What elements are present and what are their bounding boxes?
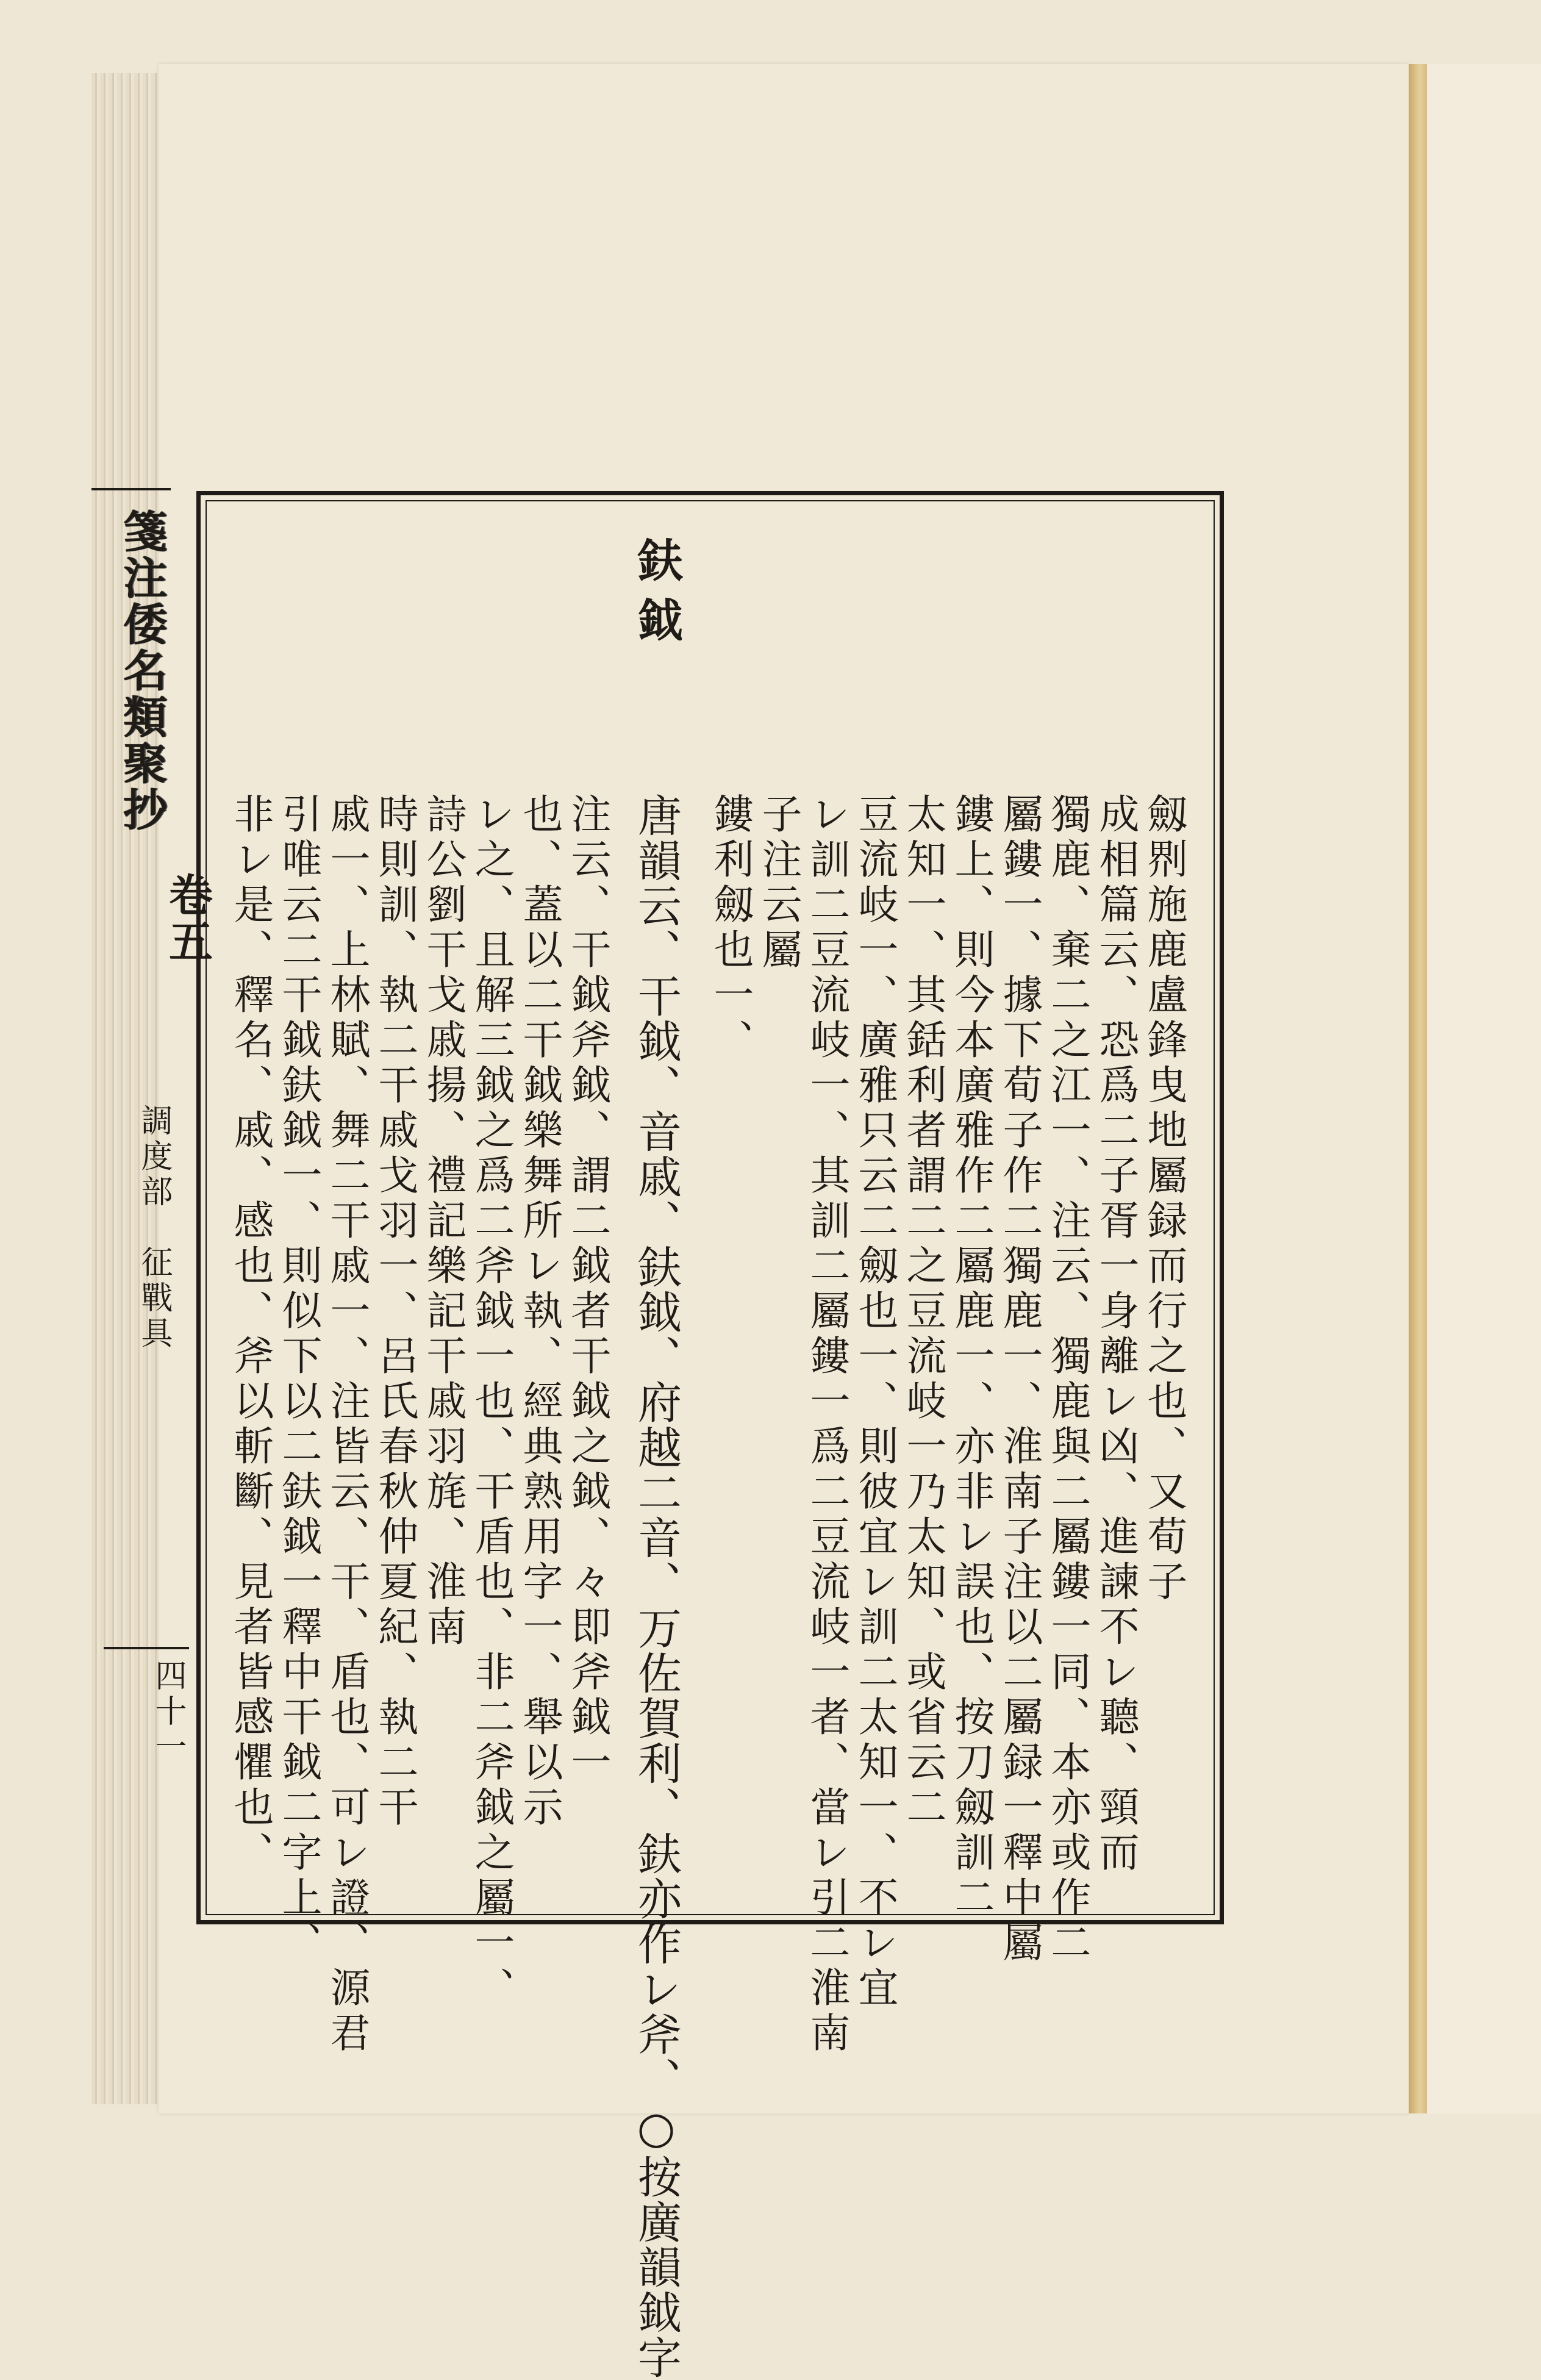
book-title-text: 箋注倭名類聚抄 bbox=[116, 509, 168, 833]
note-column: 詩公劉干戈戚揚、禮記樂記干戚羽旄、淮南 bbox=[420, 793, 467, 1651]
note-column: レ之、且解三鉞之爲二斧鉞一也、干盾也、非二斧鉞之屬一、 bbox=[468, 793, 515, 2012]
book-title bbox=[110, 509, 173, 833]
folio-number: 四十一 bbox=[149, 1659, 186, 1765]
text-column: 太知一、其銛利者謂二之豆流岐一乃太知、或省云二 bbox=[899, 793, 946, 1831]
volume-label: 卷五 bbox=[162, 872, 213, 965]
note-column: 也、蓋以二干鉞樂舞所レ執、經典熟用字一、舉以示 bbox=[516, 793, 563, 1831]
text-column: 獨鹿、棄二之江一、注云、獨鹿與二屬鏤一同、本亦或作二 bbox=[1044, 793, 1091, 1966]
text-column: 鏤利劔也一、 bbox=[707, 793, 754, 1064]
heading-character: 鉞 bbox=[631, 597, 683, 656]
folio-rule bbox=[104, 1647, 189, 1649]
text-column: 屬鏤一、據下荀子作二獨鹿一、淮南子注以二屬録一釋中屬 bbox=[996, 793, 1043, 1966]
facing-page-gutter bbox=[1409, 64, 1427, 2113]
text-column: 成相篇云、恐爲二子胥一身離レ凶、進諫不レ聽、頸而 bbox=[1092, 793, 1139, 1876]
note-column: 注云、干鉞斧鉞、謂二鉞者干鉞之鉞、々即斧鉞一 bbox=[564, 793, 611, 1786]
note-column: 非レ是、釋名、戚、感也、斧以斬斷、見者皆感懼也、 bbox=[227, 793, 274, 1876]
text-column: 劔𠝹施鹿盧鋒曳地屬録而行之也、又荀子 bbox=[1140, 793, 1187, 1605]
text-column: 子注云屬 bbox=[755, 793, 802, 973]
text-column: 鏤上、則今本廣雅作二屬鹿一、亦非レ誤也、按刀劔訓二 bbox=[948, 793, 995, 1921]
category-label: 調度部 征戰具 bbox=[135, 1104, 172, 1352]
entry-heading bbox=[631, 537, 683, 656]
note-column: 引唯云二干鉞鈇鉞一、則似下以二鈇鉞一釋中干鉞二字上、 bbox=[275, 793, 322, 1966]
text-column: レ訓二豆流岐一、其訓二屬鏤一爲二豆流岐一者、當レ引二淮南 bbox=[803, 793, 850, 2057]
facing-page bbox=[1427, 64, 1541, 2113]
text-column: 豆流岐一、廣雅只云二劔也一、則彼宜レ訓二太知一、不レ宜 bbox=[851, 793, 898, 2012]
note-column: 時則訓、執二干戚戈羽一、呂氏春秋仲夏紀、執二干 bbox=[371, 793, 418, 1831]
main-citation-column: 唐韻云、干鉞、音戚、鈇鉞、府越二音、万佐賀利、鈇亦作レ斧、○按廣韻鉞字 bbox=[631, 793, 682, 2380]
heading-character: 鈇 bbox=[631, 537, 683, 597]
note-column: 戚一、上林賦、舞二干戚一、注皆云、干、盾也、可レ證、源君 bbox=[323, 793, 370, 2057]
